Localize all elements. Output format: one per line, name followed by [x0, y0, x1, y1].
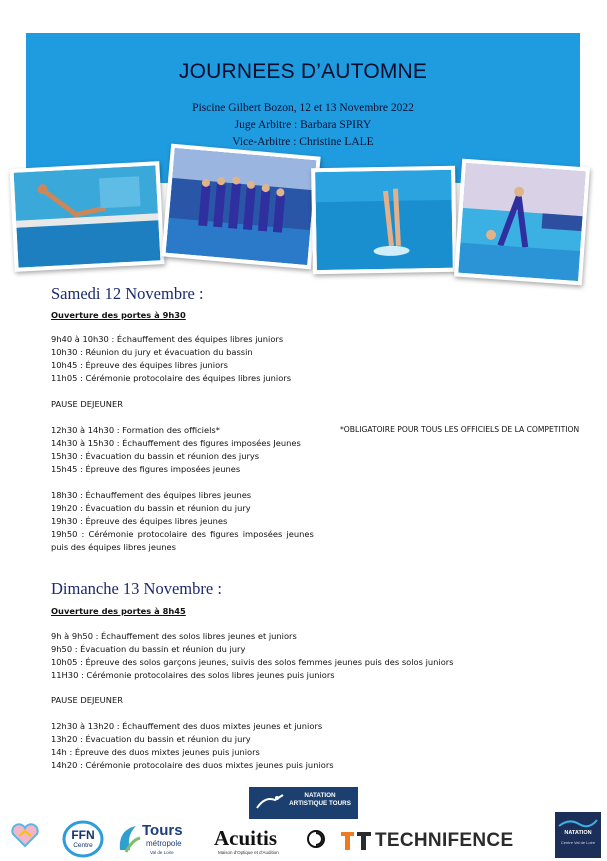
tours-logo-subtext: métropole — [146, 839, 182, 848]
acuitis-eye-icon — [306, 828, 326, 850]
technifence-mark-icon — [341, 832, 371, 850]
wave-icon — [555, 816, 601, 830]
schedule-line: 12h30 à 14h30 : Formation des officiels* — [51, 425, 220, 435]
schedule-line: 13h20 : Évacuation du bassin et réunion du jury — [51, 734, 251, 744]
photo-lift — [454, 159, 590, 286]
heart-icon — [7, 822, 43, 848]
tours-logo-text: Tours — [142, 822, 183, 839]
tours-metropole-logo — [116, 822, 200, 858]
technifence-logo — [341, 830, 541, 854]
saturday-pause: PAUSE DEJEUNER — [51, 399, 123, 409]
sunday-doors: Ouverture des portes à 8h45 — [51, 606, 186, 616]
tours-swirl-icon — [116, 822, 142, 854]
ffn-logo — [62, 820, 104, 858]
acuitis-logo-text: Acuitis — [214, 826, 277, 850]
acuitis-logo-subtext: Maison d'Optique et d'Audition — [218, 850, 279, 855]
schedule-line: 15h30 : Évacuation du bassin et réunion des jurys — [51, 451, 260, 461]
club-logo — [249, 787, 358, 819]
saturday-doors: Ouverture des portes à 9h30 — [51, 310, 186, 320]
schedule-line: 15h45 : Épreuve des figures imposées jeunes — [51, 464, 241, 474]
schedule-line: 12h30 à 13h20 : Échauffement des duos mixtes jeunes et juniors — [51, 721, 323, 731]
officials-note: *OBLIGATOIRE POUR TOUS LES OFFICIELS DE LA COMPETITION — [340, 425, 580, 434]
technifence-logo-text: TECHNIFENCE — [375, 830, 514, 851]
schedule-line: 14h : Épreuve des duos mixtes jeunes puis juniors — [51, 747, 260, 757]
schedule-line: 19h50 : Cérémonie protocolaire des figures imposées jeunes — [51, 529, 314, 539]
schedule-line: 14h20 : Cérémonie protocolaire des duos mixtes jeunes puis juniors — [51, 760, 334, 770]
natation-cvl-logo — [555, 812, 601, 858]
schedule-line: 11h05 : Cérémonie protocolaire des équipes libres juniors — [51, 373, 292, 383]
venue-line: Piscine Gilbert Bozon, 12 et 13 Novembre 2022 — [192, 102, 414, 114]
schedule-line: 18h30 : Échauffement des équipes libres jeunes — [51, 490, 252, 500]
sunday-pause: PAUSE DEJEUNER — [51, 695, 123, 705]
heart-logo — [7, 822, 43, 854]
acuitis-logo — [214, 826, 332, 858]
schedule-line: 14h30 à 15h30 : Échauffement des figures imposées Jeunes — [51, 438, 301, 448]
schedule-line: 9h à 9h50 : Échauffement des solos libres jeunes et juniors — [51, 631, 297, 641]
saturday-heading: Samedi 12 Novembre : — [51, 284, 204, 303]
photo-diver — [9, 161, 164, 272]
schedule-line: 10h45 : Épreuve des équipes libres juniors — [51, 360, 228, 370]
photo-team — [161, 144, 320, 270]
ffn-logo-text: FFN — [71, 828, 95, 842]
schedule-line: 11H30 : Cérémonie protocolaires des solos libres jeunes puis juniors — [51, 670, 335, 680]
schedule-line: 19h20 : Évacuation du bassin et réunion du jury — [51, 503, 251, 513]
sunday-heading: Dimanche 13 Novembre : — [51, 579, 222, 598]
club-logo-text: NATATION ARTISTIQUE TOURS — [289, 792, 351, 807]
swimmer-icon — [255, 792, 285, 814]
schedule-line: 10h30 : Réunion du jury et évacuation du bassin — [51, 347, 253, 357]
tours-logo-subtext-2: Val de Loire — [150, 850, 174, 855]
schedule-line: 19h30 : Épreuve des équipes libres jeunes — [51, 516, 228, 526]
natation-logo-text: NATATION — [564, 830, 592, 836]
schedule-line: 9h40 à 10h30 : Échauffement des équipes libres juniors — [51, 334, 284, 344]
schedule-line: 10h05 : Épreuve des solos garçons jeunes, suivis des solos femmes jeunes puis des solos juniors — [51, 657, 454, 667]
vice-judge-line: Vice-Arbitre : Christine LALE — [232, 136, 374, 148]
page-title: JOURNEES D’AUTOMNE — [178, 60, 428, 83]
cvl-logo-text: Centre Val de Loire — [560, 840, 596, 845]
photo-legs — [311, 166, 457, 274]
judge-line: Juge Arbitre : Barbara SPIRY — [234, 119, 372, 131]
schedule-line: 9h50 : Évacuation du bassin et réunion du jury — [51, 644, 246, 654]
schedule-line: puis des équipes libres jeunes — [51, 542, 176, 552]
ffn-logo-subtext: Centre — [73, 842, 93, 849]
